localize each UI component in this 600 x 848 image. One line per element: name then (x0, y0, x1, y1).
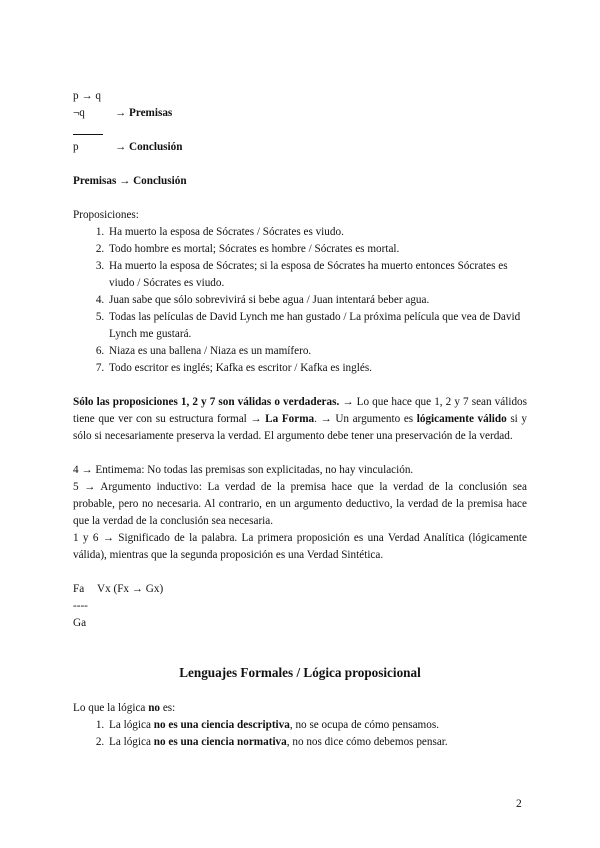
logic-line-4 (73, 139, 527, 156)
section-list (73, 717, 527, 751)
formula-block (73, 581, 527, 632)
list-item: 2. Todo hombre es mortal; Sócrates es hombre / Sócrates es mortal. (107, 241, 527, 258)
logic-block (73, 88, 527, 156)
list-item: 2. La lógica no es una ciencia normativa, no nos dice cómo debemos pensar. (107, 734, 527, 751)
formula-rule: ---- (73, 600, 88, 612)
list-item: 7. Todo escritor es inglés; Kafka es escritor / Kafka es inglés. (107, 360, 527, 377)
proposiciones-list (73, 224, 527, 377)
list-item: 3. Ha muerto la esposa de Sócrates; si la esposa de Sócrates ha muerto entonces Sócrates es viudo / Sócrates es viudo. (107, 258, 527, 292)
logic-line-2 (73, 105, 527, 122)
logic-line-1: p → q (73, 90, 101, 102)
list-item: 4. Juan sabe que sólo sobrevivirá si bebe agua / Juan intentará beber agua. (107, 292, 527, 309)
list-item: 5. Todas las películas de David Lynch me han gustado / La próxima película que vea de David Lynch me gustará. (107, 309, 527, 343)
logic-line-4-left: p (73, 141, 79, 153)
logic-line-4-arrow: → (115, 141, 127, 153)
list-item: 1. Ha muerto la esposa de Sócrates / Sócrates es viudo. (107, 224, 527, 241)
conclusion-label: Conclusión (128, 141, 183, 153)
section-intro: Lo que la lógica no es: (73, 702, 176, 714)
proposiciones-heading: Proposiciones: (73, 209, 139, 221)
logic-line-2-arrow: → (115, 107, 127, 119)
section-title: Lenguajes Formales / Lógica proposicional (179, 665, 421, 680)
logic-line-2-left: ¬q (73, 107, 85, 119)
premisas-label: Premisas (128, 107, 173, 119)
logic-rule (73, 134, 103, 135)
formula-premise-1: Fa (73, 583, 85, 595)
entimema-paragraph: 4 → Entimema: No todas las premisas son explicitadas, no hay vinculación. (73, 464, 414, 476)
validez-paragraph: Sólo las proposiciones 1, 2 y 7 son válidas o verdaderas. → Lo que hace que 1, 2 y 7 sean válidos tiene que ver con su estructura formal → La Forma. → Un argumento es lógicamente válido si y sólo si necesariamente preserva la verdad. El argumento debe tener una preservación de la verdad. (73, 396, 528, 442)
inductivo-paragraph: 5 → Argumento inductivo: La verdad de la premisa hace que la verdad de la conclusión sea probable, pero no necesaria. Al contrario, en un argumento deductivo, la verdad de la premisa hace que la verdad de la conclusión sea necesaria. (73, 481, 527, 527)
document-page (73, 88, 527, 751)
premisas-conclusion-line: Premisas → Conclusión (73, 175, 187, 187)
formula-premise-2: Vx (Fx → Gx) (97, 583, 164, 595)
list-item: 6. Niaza es una ballena / Niaza es un mamífero. (107, 343, 527, 360)
significado-paragraph: 1 y 6 → Significado de la palabra. La primera proposición es una Verdad Analítica (lógicamente válida), mientras que la segunda proposición es una Verdad Sintética. (73, 532, 527, 561)
formula-conclusion: Ga (73, 617, 87, 629)
list-item: 1. La lógica no es una ciencia descriptiva, no se ocupa de cómo pensamos. (107, 717, 527, 734)
page-number: 2 (516, 798, 522, 810)
